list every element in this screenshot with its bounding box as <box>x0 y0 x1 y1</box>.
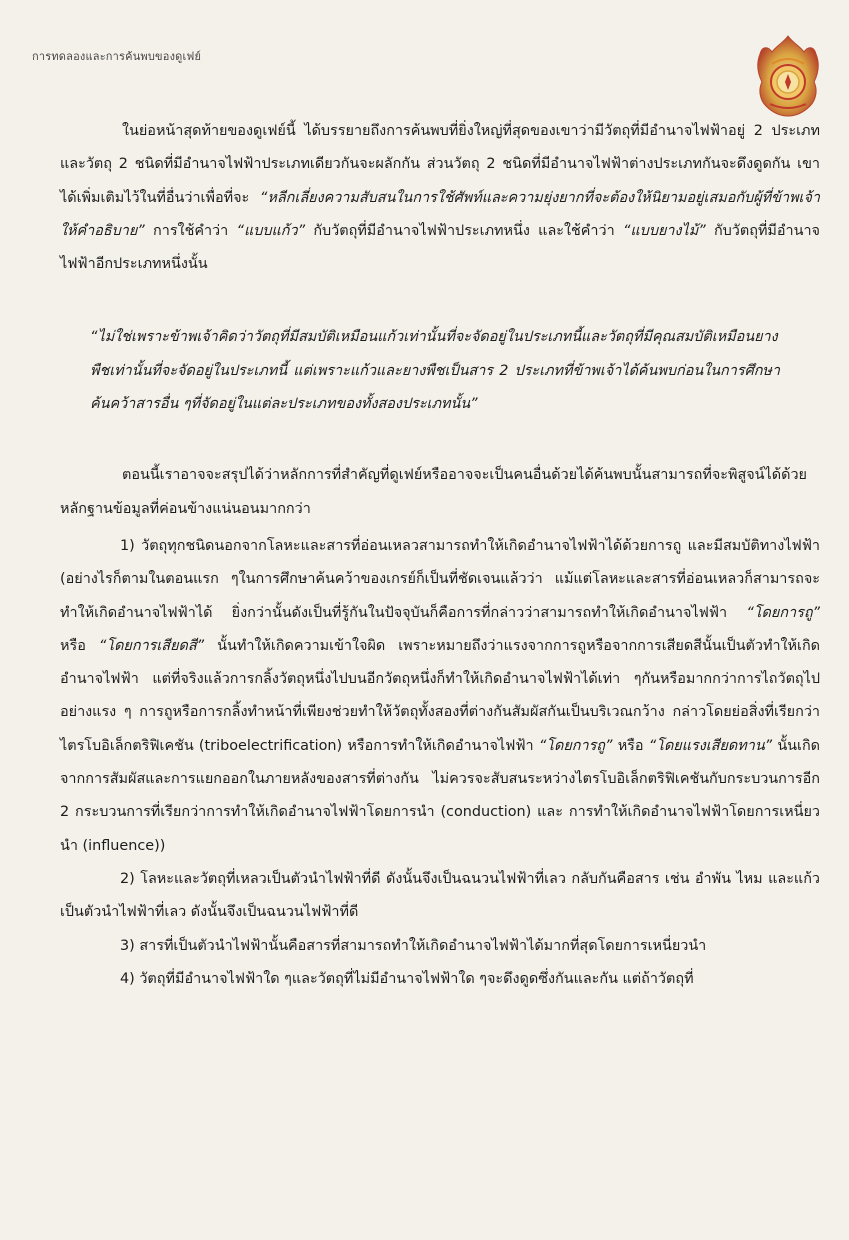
emphasis-run: “โดยการถู” <box>538 737 613 754</box>
block-quote: “ไม่ใช่เพราะข้าพเจ้าคิดว่าวัตถุที่มีสมบัติเหมือนแก้วเท่านั้นที่จะจัดอยู่ในประเภทนี้และวัตถุที่มีคุณสมบัติเหมือนยางพืชเท่านั้นที่จะจัดอยู่ในประเภทนี้ แต่เพราะแก้วและยางพืชเป็นสาร 2 ประเภทที่ข้าพเจ้าได้ค้นพบก่อนในการศึกษาค้นคว้าสารอื่น ๆที่จัดอยู่ในแต่ละประเภทของทั้งสองประเภทนั้น” <box>90 329 780 413</box>
paragraph-summary: ตอนนี้เราอาจจะสรุปได้ว่าหลักการที่สำคัญที่ดูเฟย์หรืออาจจะเป็นคนอื่นด้วยได้ค้นพบนั้นสามารถที่จะพิสูจน์ได้ด้วยหลักฐานข้อมูลที่ค่อนข้างแน่นอนมากกว่า <box>60 467 807 517</box>
emphasis-run: “แบบยางไม้” <box>622 222 706 239</box>
document-body <box>60 115 820 996</box>
text-run: 1) วัตถุทุกชนิดนอกจากโลหะและสารที่อ่อนเหลวสามารถทำให้เกิดอำนาจไฟฟ้าได้ด้วยการถู และมีสมบัติทางไฟฟ้า (อย่างไรก็ตามในตอนแรก ๆในการศึกษาค้นคว้าของเกรย์ก็เป็นที่ชัดเจนแล้วว่า แม้แต่โลหะและสารที่อ่อนเหลวก็สามารถจะทำให้เกิดอำนาจไฟฟ้าได้ ยิ่งกว่านั้นดังเป็นที่รู้กันในปัจจุบันก็คือการที่กล่าวว่าสามารถทำให้เกิดอำนาจไฟฟ้า <box>60 537 820 621</box>
list-item: 3) สารที่เป็นตัวนำไฟฟ้านั้นคือสารที่สามารถทำให้เกิดอำนาจไฟฟ้าได้มากที่สุดโดยการเหนี่ยวนำ <box>120 937 707 954</box>
list-item: 4) วัตถุที่มีอำนาจไฟฟ้าใด ๆและวัตถุที่ไม่มีอำนาจไฟฟ้าใด ๆจะดึงดูดซึ่งกันและกัน แต่ถ้าวัตถุที่ <box>120 970 694 987</box>
emphasis-run: “หลีกเลี่ยงความสับสนในการใช้ศัพท์และความยุ่งยากที่จะต้องให้นิยามอยู่เสมอกับผู้ที่ข้าพเจ้าให้คำอธิบาย” <box>60 189 820 239</box>
text-run: ในย่อหน้าสุดท้ายของดูเฟย์นี้ ได้บรรยายถึงการค้นพบที่ยิ่งใหญ่ที่สุดของเขาว่ามีวัตถุที่มีอำนาจไฟฟ้าอยู่ 2 ประเภท และวัตถุ 2 ชนิดที่มีอำนาจไฟฟ้าประเภทเดียวกันจะผลักกัน ส่วนวัตถุ 2 ชนิดที่มีอำนาจไฟฟ้าต่างประเภทกันจะดึงดูดกัน เขาได้เพิ่มเติมไว้ในที่อื่นว่าเพื่อที่จะ <box>60 123 820 206</box>
running-header: การทดลองและการค้นพบของดูเฟย์ <box>32 50 202 63</box>
royal-emblem-seal-icon <box>752 34 824 118</box>
text-run: นั้นเกิดจากการสัมผัสและการแยกออกในภายหลังของสารที่ต่างกัน ไม่ควรจะสับสนระหว่างไตรโบอิเล็กตริฟิเคชันกับกระบวนการอีก 2 กระบวนการที่เรียกว่าการทำให้เกิดอำนาจไฟฟ้าโดยการนำ (conduction) และ การทำให้เกิดอำนาจไฟฟ้าโดยการเหนี่ยวนำ (influence)) <box>60 737 820 854</box>
text-run: กับวัตถุที่มีอำนาจไฟฟ้าประเภทหนึ่ง และใช้คำว่า <box>305 222 623 239</box>
text-run: การใช้คำว่า <box>144 222 237 239</box>
emphasis-run: “โดยแรงเสียดทาน” <box>648 737 773 754</box>
list-item <box>60 530 820 863</box>
text-run: นั้นทำให้เกิดความเข้าใจผิด เพราะหมายถึงว่าแรงจากการถูหรือจากการเสียดสีนั้นเป็นตัวทำให้เกิดอำนาจไฟฟ้า แต่ที่จริงแล้วการกลิ้งวัตถุหนึ่งไปบนอีกวัตถุหนึ่งก็ทำให้เกิดอำนาจไฟฟ้าได้เท่า ๆกันหรือมากกว่าการไถวัตถุไปอย่างแรง ๆ การถูหรือการกลิ้งทำหน้าที่เพียงช่วยทำให้วัตถุทั้งสองที่ต่างกันสัมผัสกันเป็นบริเวณกว้าง กล่าวโดยย่อสิ่งที่เรียกว่าไตรโบอิเล็กตริฟิเคชัน (triboelectrification) หรือการทำให้เกิดอำนาจไฟฟ้า <box>60 637 821 754</box>
emphasis-run: “โดยการเสียดสี” <box>98 637 205 654</box>
text-run: หรือ <box>60 637 99 654</box>
emphasis-run: “โดยการถู” <box>746 604 820 621</box>
paragraph-intro <box>60 115 820 281</box>
text-run: หรือ <box>612 737 649 754</box>
text-run: กับวัตถุที่มีอำนาจไฟฟ้าอีกประเภทหนึ่งนั้น <box>60 222 820 273</box>
emphasis-run: “แบบแก้ว” <box>236 222 306 239</box>
list-item: 2) โลหะและวัตถุที่เหลวเป็นตัวนำไฟฟ้าที่ดี ดังนั้นจึงเป็นฉนวนไฟฟ้าที่เลว กลับกันคือสาร เช่น อำพัน ไหม และแก้วเป็นตัวนำไฟฟ้าที่เลว ดังนั้นจึงเป็นฉนวนไฟฟ้าที่ดี <box>60 870 820 921</box>
